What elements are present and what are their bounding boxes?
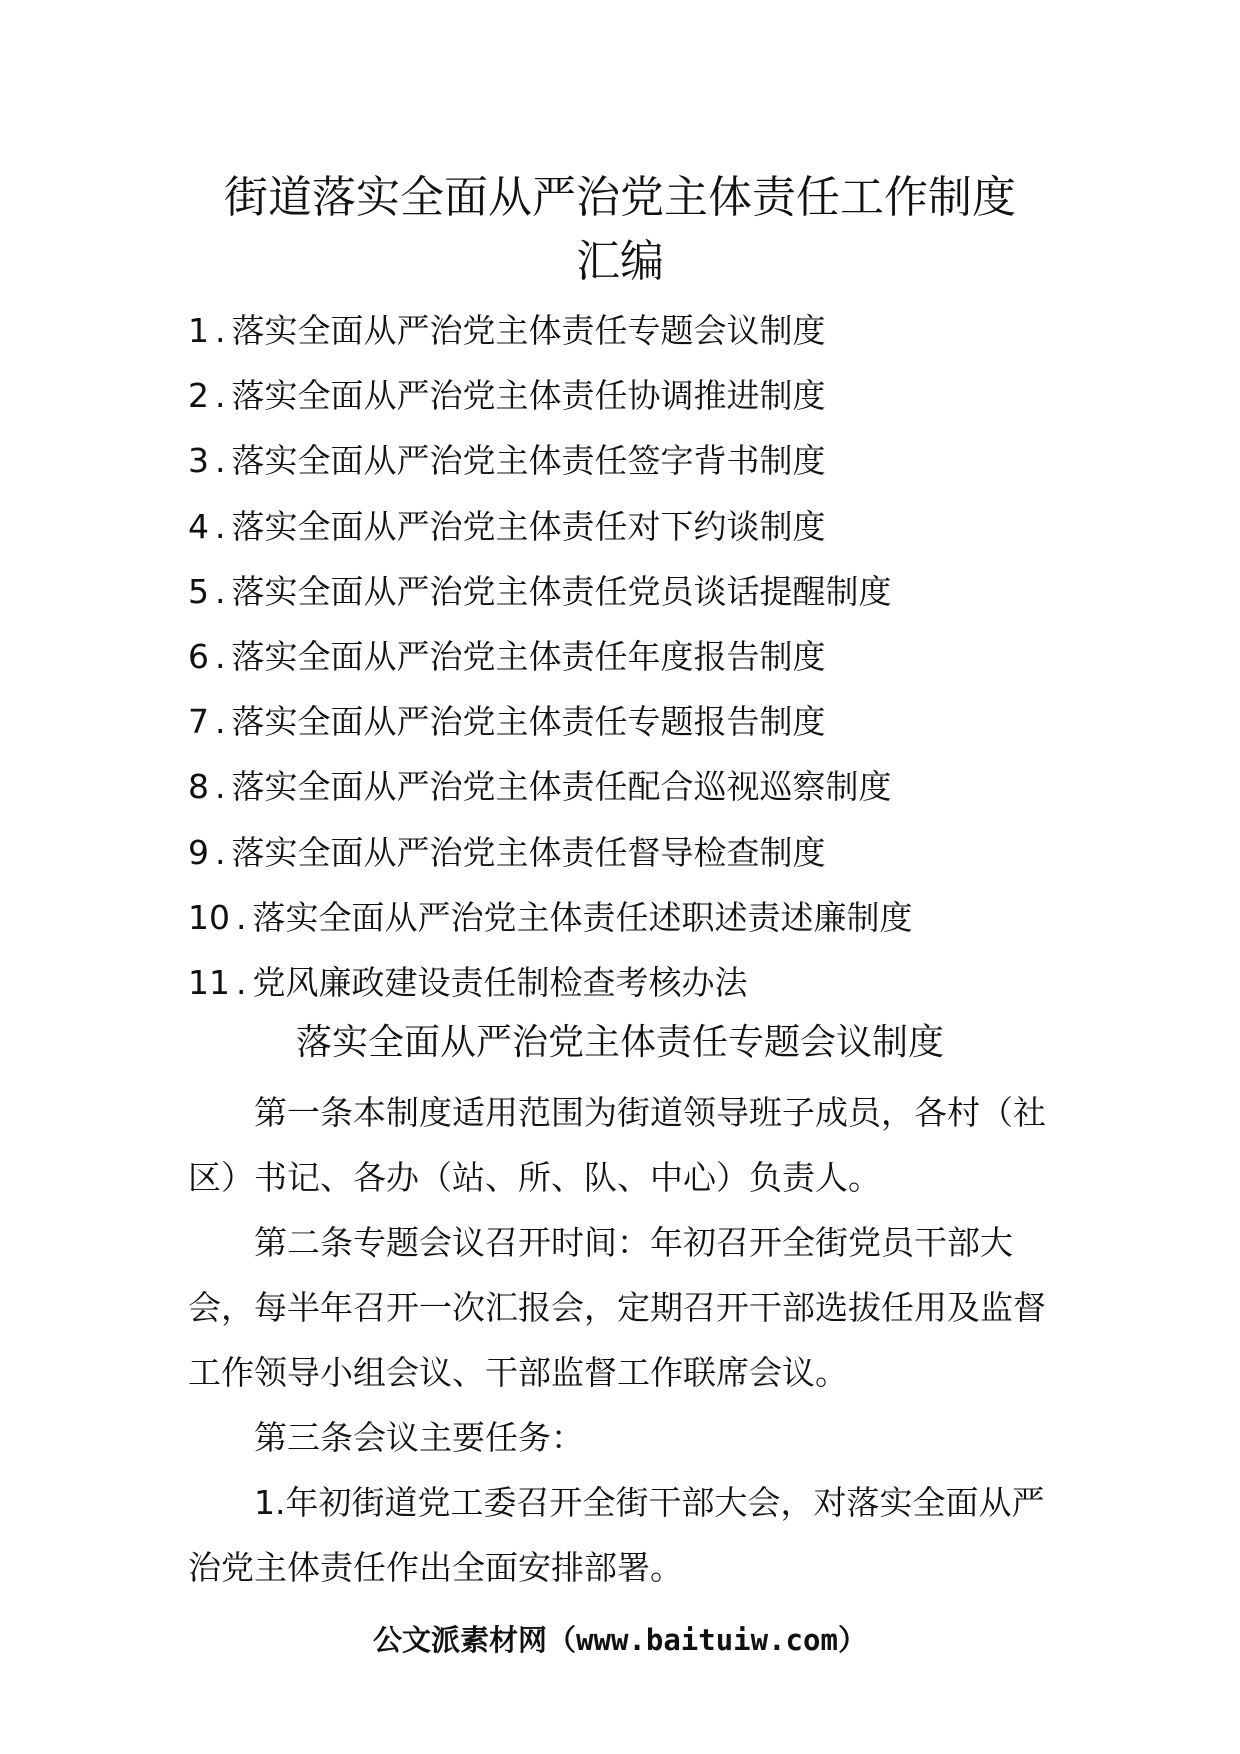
article-3-paragraph: 第三条会议主要任务： [254,1418,584,1457]
toc-item [188,363,913,428]
toc-item-number: 7 [188,702,209,742]
article-1-paragraph: 第一条本制度适用范围为街道领导班子成员，各村（社区）书记、各办（站、所、队、中心）负责人。 [188,1093,1046,1197]
toc-item [188,754,913,819]
toc-item-number: 10 [188,897,230,937]
toc-item-number: 11 [188,962,230,1002]
toc-item-separator: . [215,311,226,350]
footer-paren-close: ） [837,1623,867,1657]
toc-item-text: 落实全面从严治党主体责任签字背书制度 [231,441,826,481]
toc-item [188,494,913,559]
section-heading: 落实全面从严治党主体责任专题会议制度 [295,1022,944,1063]
toc-item-separator: . [215,636,226,676]
toc-item [188,885,913,950]
toc-item-separator: . [215,832,226,872]
toc-item-separator: . [215,441,226,481]
toc-item-separator: . [215,506,226,546]
toc-item-text: 落实全面从严治党主体责任党员谈话提醒制度 [231,571,892,611]
toc-item-separator: . [236,962,247,1002]
toc-item-separator: . [236,897,247,937]
toc-item-separator: . [215,767,226,807]
toc-item-text: 落实全面从严治党主体责任专题报告制度 [231,702,826,742]
footer-paren-open: （ [547,1623,577,1657]
toc-item-number: 8 [188,767,209,807]
toc-item-text: 落实全面从严治党主体责任配合巡视巡察制度 [231,767,892,807]
toc-item-number: 3 [188,441,209,481]
toc-item [188,689,913,754]
article-3-item-1-paragraph: 1.年初街道党工委召开全街干部大会，对落实全面从严治党主体责任作出全面安排部署。 [188,1483,1045,1587]
toc-item [188,820,913,885]
toc-item-separator: . [215,571,226,611]
toc-item-number: 4 [188,506,209,546]
table-of-contents [188,298,913,1015]
toc-item-text: 落实全面从严治党主体责任述职述责述廉制度 [252,897,913,937]
toc-item-separator: . [215,376,226,416]
toc-item-number: 5 [188,571,209,611]
toc-item-text: 党风廉政建设责任制检查考核办法 [252,962,748,1002]
footer-site-name: 公文派素材网 [373,1623,548,1657]
toc-item [188,559,913,624]
toc-item [188,624,913,689]
toc-item [188,428,913,493]
article-2-paragraph: 第二条专题会议召开时间：年初召开全街党员干部大会，每半年召开一次汇报会，定期召开干部选拔任用及监督工作领导小组会议、干部监督工作联席会议。 [188,1223,1046,1392]
toc-item-number: 2 [188,376,209,416]
toc-item-text: 落实全面从严治党主体责任专题会议制度 [231,311,826,350]
toc-item-text: 落实全面从严治党主体责任年度报告制度 [231,636,826,676]
toc-item-text: 落实全面从严治党主体责任协调推进制度 [231,376,826,416]
footer-url: www.baituiw.com [576,1623,838,1657]
toc-item-separator: . [215,702,226,742]
footer-watermark [0,1615,1240,1665]
toc-item [188,298,913,363]
toc-item-text: 落实全面从严治党主体责任督导检查制度 [231,832,826,872]
toc-item-number: 6 [188,636,209,676]
document-title-line2: 汇编 [576,236,664,287]
toc-item-text: 落实全面从严治党主体责任对下约谈制度 [231,506,826,546]
document-title-line1: 街道落实全面从严治党主体责任工作制度 [224,172,1016,223]
document-body [188,1080,1058,1600]
toc-item [188,950,913,1015]
toc-item-number: 1 [188,311,209,350]
toc-item-number: 9 [188,832,209,872]
